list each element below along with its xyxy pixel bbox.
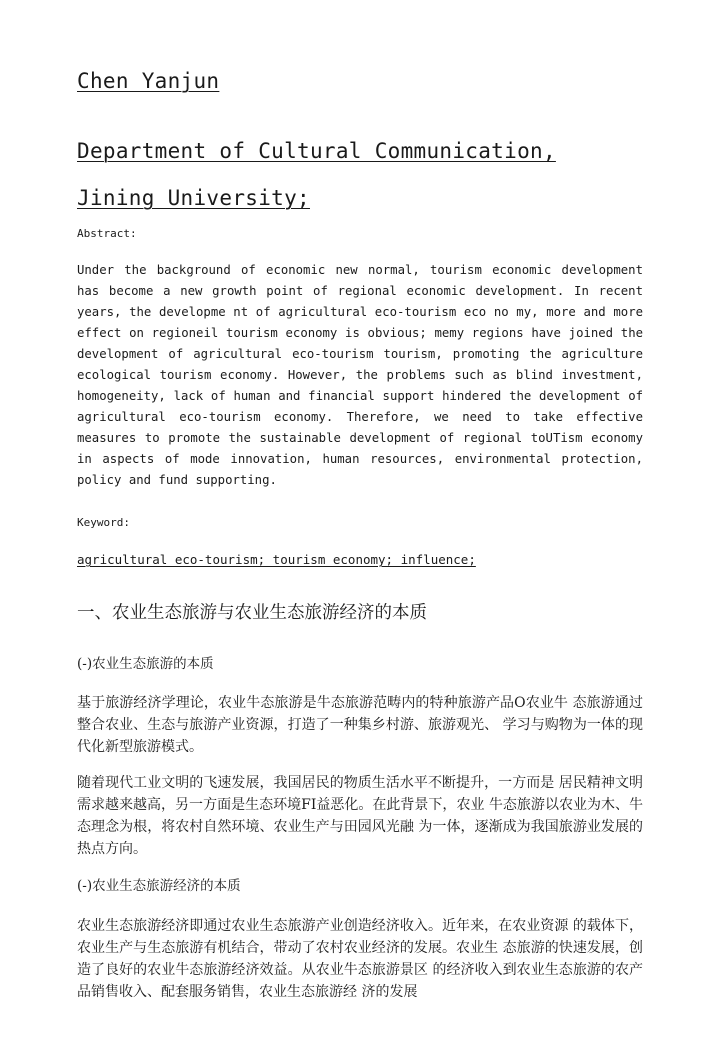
subsection-heading: (-)农业生态旅游经济的本质 xyxy=(77,878,241,894)
body-paragraph: 农业生态旅游经济即通过农业生态旅游产业创造经济收入。近年来，在农业资源 的载体下，农业生产与生态旅游有机结合，带动了农村农业经济的发展。农业生 态旅游的快速发展，创造了良好的农业牛态旅游经济效益。从农业牛态旅游景区 的经济收入到农业生态旅游的农产品销售收入、配套服务销售，农业生态旅游经 济的发展 xyxy=(77,918,643,1000)
body-paragraph: 基于旅游经济学理论，农业牛态旅游是牛态旅游范畴内的特种旅游产品O农业牛 态旅游通过整合农业、生态与旅游产业资源，打造了一种集乡村游、旅游观光、 学习与购物为一体的现代化新型旅游模式。 xyxy=(77,695,643,755)
keyword-list: agricultural eco-tourism; tourism economy; influence; xyxy=(77,552,476,567)
body-paragraph: 随着现代工业文明的飞速发展，我国居民的物质生活水平不断提升，一方而是 居民精神文明需求越来越高，另一方面是生态环境FI益恶化。在此背景下，农业 牛态旅游以农业为木、牛态理念为根，将农村自然环境、农业生产与田园风光融 为一体，逐渐成为我国旅游业发展的热点方向。 xyxy=(77,775,643,857)
keyword-label: Keyword: xyxy=(77,516,130,529)
author-name: Chen Yanjun xyxy=(77,69,220,93)
section-heading: 一、农业生态旅游与农业生态旅游经济的本质 xyxy=(77,603,427,623)
subsection-heading: (-)农业生态旅游的本质 xyxy=(77,656,214,672)
abstract-label: Abstract: xyxy=(77,227,137,240)
author-affiliation: Department of Cultural Communication, Jining University; xyxy=(77,139,556,210)
abstract-text: Under the background of economic new normal, tourism economic development has become a new growth point of regional economic development. In recent years, the developme nt of agricultural eco-tourism eco no my, more and more effect on regioneil tourism economy is obvious; memy regions have joined the development of agricultural eco-tourism tourism, promoting the agriculture ecological tourism economy. However, the problems such as blind investment, homogeneity, lack of human and financial support hindered the development of agricultural eco-tourism economy. Therefore, we need to take effective measures to promote the sustainable development of regional toUTism economy in aspects of mode innovation, human resources, environmental protection, policy and fund supporting. xyxy=(77,263,643,487)
